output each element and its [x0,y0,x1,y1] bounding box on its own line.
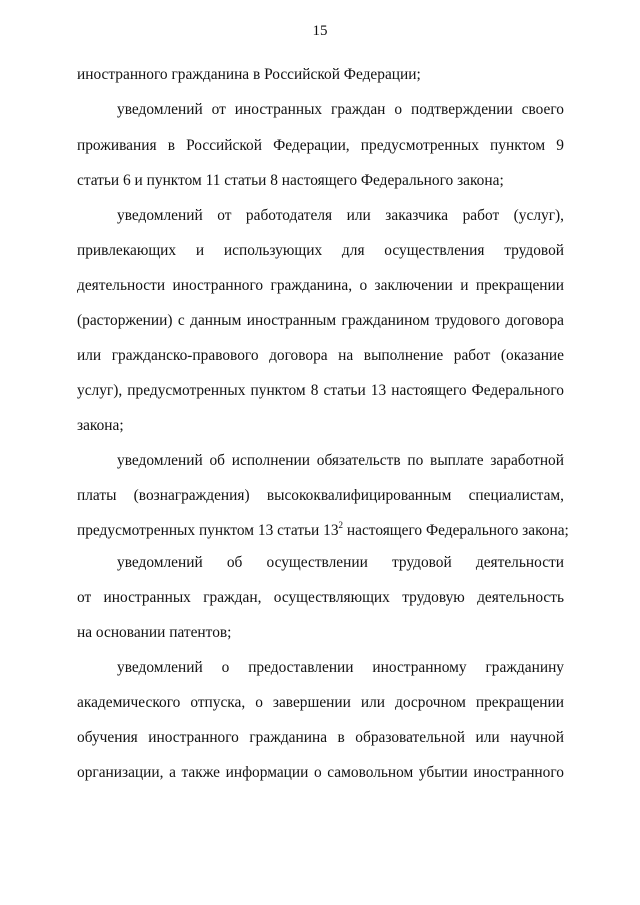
text-line: услуг), предусмотренных пунктом 8 статьи 13 настоящего Федерального [77,382,564,399]
text-line: или гражданско-правового договора на выполнение работ (оказание [77,347,564,364]
text-line: академического отпуска, о завершении или досрочном прекращении [77,694,564,711]
text-line: уведомлений от иностранных граждан о подтверждении своего [117,101,564,118]
text-line: на основании патентов; [77,624,232,641]
text-line: закона; [77,417,124,434]
text-line: проживания в Российской Федерации, предусмотренных пунктом 9 [77,137,564,154]
text-line: деятельности иностранного гражданина, о заключении и прекращении [77,277,564,294]
text-line: уведомлений об осуществлении трудовой деятельности [117,554,564,571]
text-line [77,519,569,541]
text-line: (расторжении) с данным иностранным гражданином трудового договора [77,312,564,329]
text-line: статьи 6 и пунктом 11 статьи 8 настоящего Федерального закона; [77,172,504,189]
text-line: от иностранных граждан, осуществляющих трудовую деятельность [77,589,564,606]
text-line: уведомлений от работодателя или заказчика работ (услуг), [117,207,564,224]
page-number: 15 [312,23,328,39]
text-line: уведомлений о предоставлении иностранному гражданину [117,659,564,676]
text-line: иностранного гражданина в Российской Федерации; [77,66,421,83]
text-line: платы (вознаграждения) высококвалифицированным специалистам, [77,487,564,504]
text-line-part: настоящего Федерального закона; [343,522,569,539]
text-line: привлекающих и использующих для осуществления трудовой [77,242,564,259]
superscript-index: 2 [338,519,344,530]
text-line: обучения иностранного гражданина в образовательной или научной [77,729,564,746]
text-line: организации, а также информации о самовольном убытии иностранного [77,764,564,781]
text-line-part: предусмотренных пунктом 13 статьи 13 [77,522,339,539]
text-line: уведомлений об исполнении обязательств по выплате заработной [117,452,564,469]
